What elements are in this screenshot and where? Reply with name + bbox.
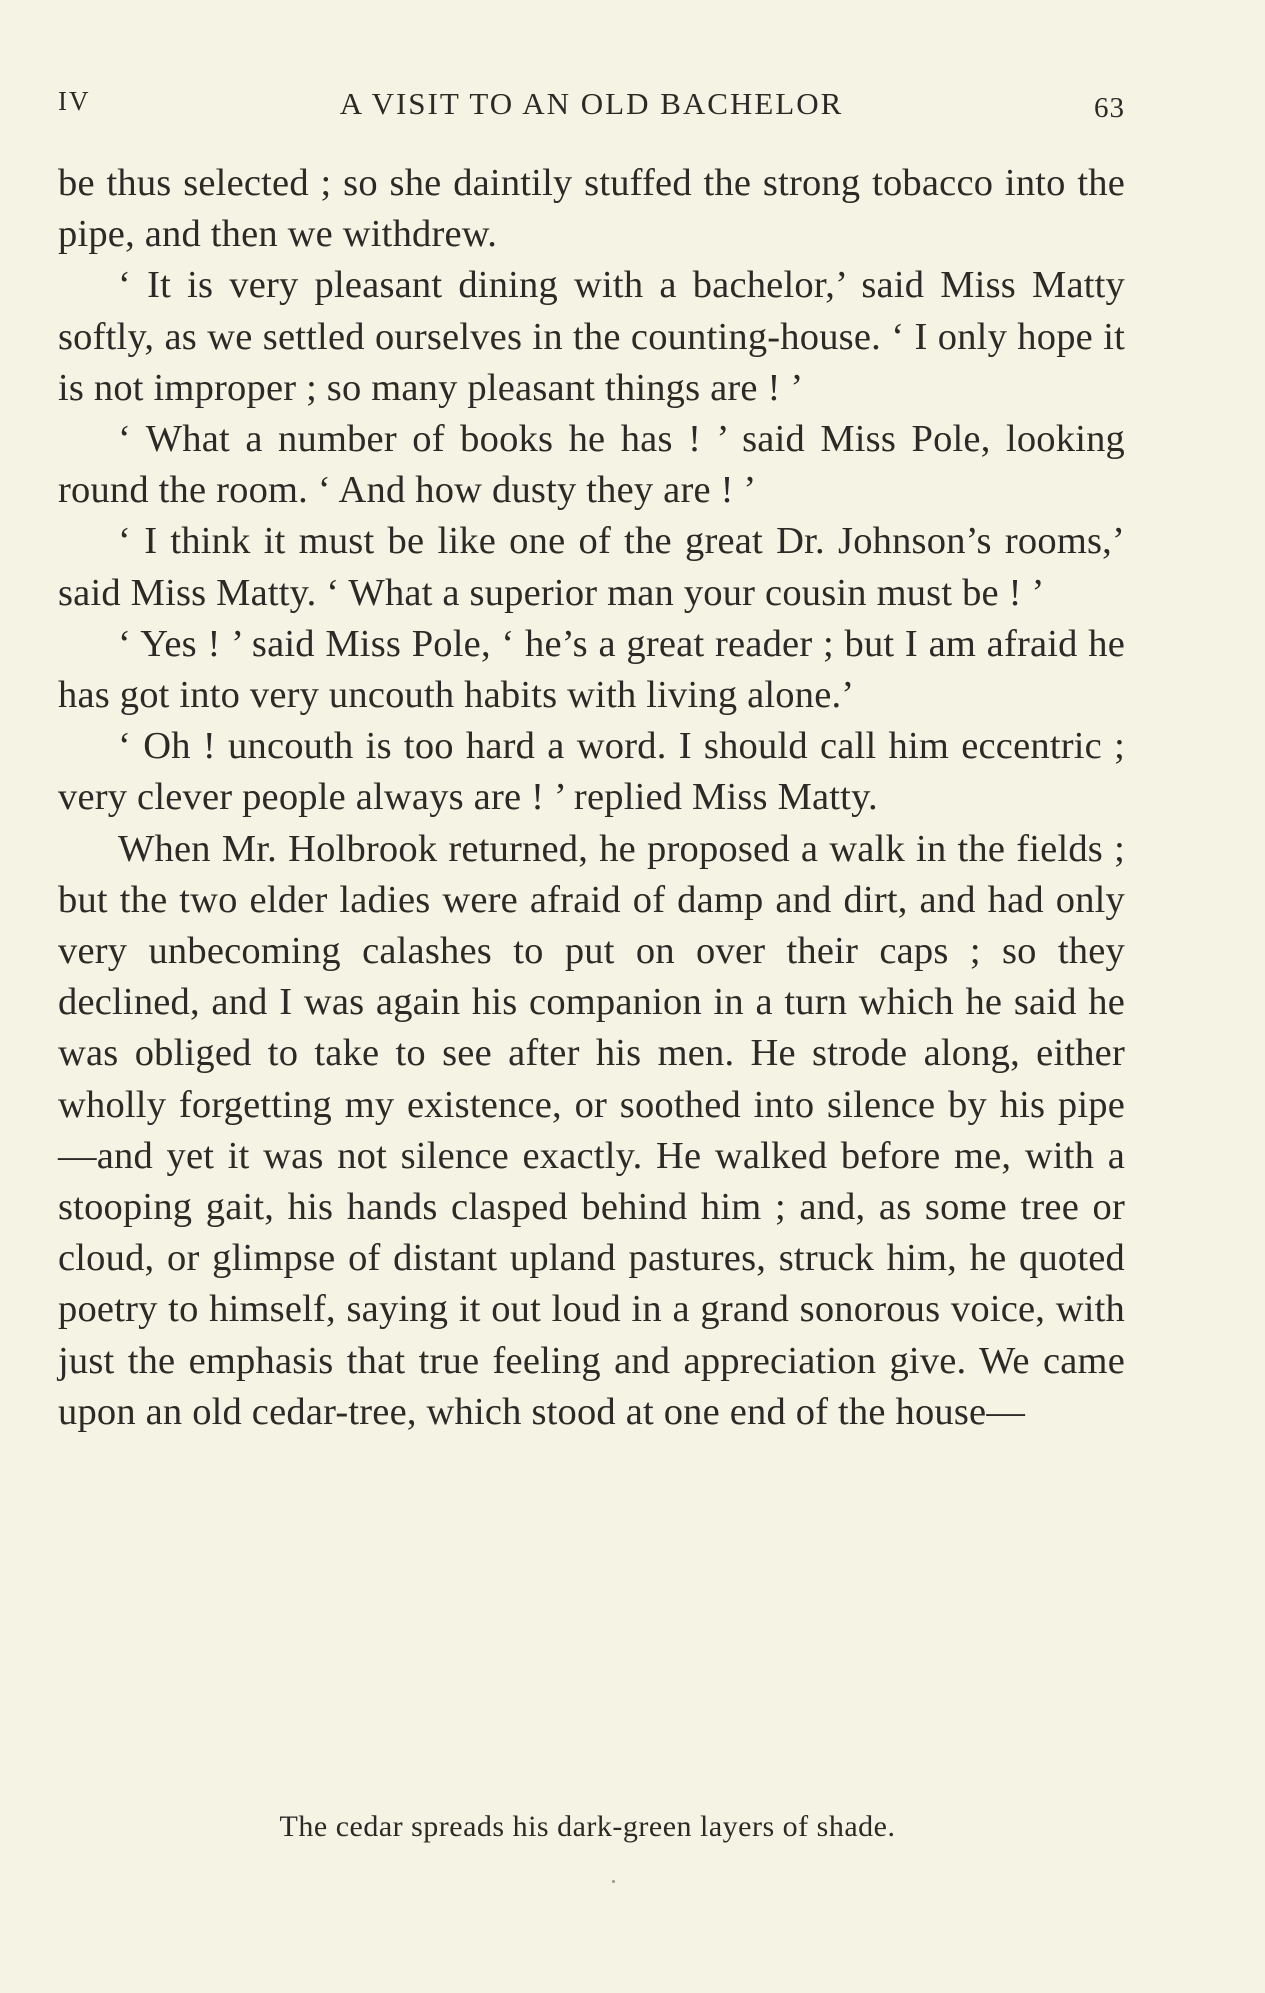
paragraph: ‘ What a number of books he has ! ’ said Miss Pole, looking round the room. ‘ And how dusty they are ! ’: [58, 418, 1125, 512]
paragraph: be thus selected ; so she daintily stuffed the strong tobacco into the pipe, and then we withdrew.: [58, 162, 1125, 256]
poetry-quotation: [58, 1810, 1125, 1844]
paragraph: ‘ I think it must be like one of the great Dr. Johnson’s rooms,’ said Miss Matty. ‘ What a superior man your cousin must be ! ’: [58, 520, 1125, 614]
paragraph: ‘ Oh ! uncouth is too hard a word. I should call him eccentric ; very clever people always are ! ’ replied Miss Matty.: [58, 725, 1125, 819]
paragraph: When Mr. Holbrook returned, he proposed a walk in the fields ; but the two elder ladies were afraid of damp and dirt, and had only very unbecoming calashes to put on over their caps ; so they declined, and I was again his companion in a turn which he said he was obliged to take to see after his men. He strode along, either wholly forgetting my existence, or soothed into silence by his pipe—and yet it was not silence exactly. He walked before me, with a stooping gait, his hands clasped behind him ; and, as some tree or cloud, or glimpse of distant upland pastures, struck him, he quoted poetry to himself, saying it out loud in a grand sonorous voice, with just the emphasis that true feeling and appreciation give. We came upon an old cedar-tree, which stood at one end of the house—: [58, 827, 1125, 1433]
body-text: [58, 158, 1125, 1438]
paragraph: ‘ Yes ! ’ said Miss Pole, ‘ he’s a great reader ; but I am afraid he has got into very uncouth habits with living alone.’: [58, 622, 1125, 717]
chapter-number: IV: [58, 86, 91, 116]
chapter-title: A VISIT TO AN OLD BACHELOR: [339, 86, 844, 121]
page-number: 63: [1094, 92, 1125, 124]
running-head: [58, 86, 1125, 126]
paragraph: ‘ It is very pleasant dining with a bachelor,’ said Miss Matty softly, as we settled ourselves in the counting-house. ‘ I only hope it is not improper ; so many pleasant things are ! ’: [58, 264, 1125, 409]
quotation-line: The cedar spreads his dark-green layers of shade.: [279, 1810, 896, 1843]
paper-speck: [612, 1880, 615, 1883]
